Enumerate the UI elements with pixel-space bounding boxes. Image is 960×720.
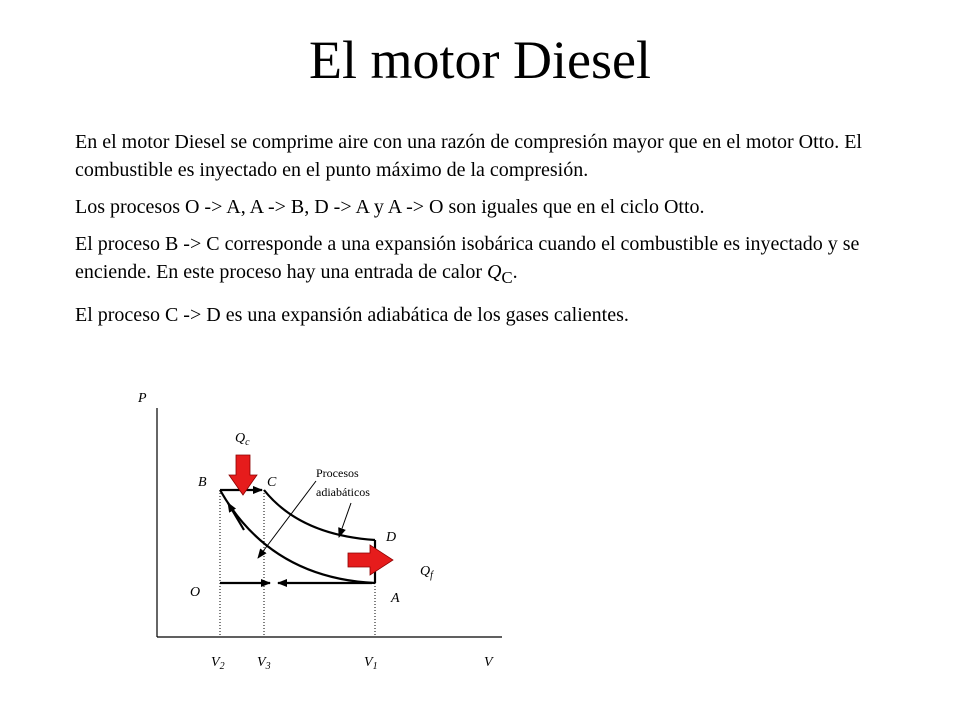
tick-label-v3: $V_3$	[257, 655, 271, 672]
page-title: El motor Diesel	[309, 30, 651, 90]
paragraph-2: Los procesos O -> A, A -> B, D -> A y A -> O son iguales que en el ciclo Otto.	[75, 196, 705, 218]
heat-out-label: $Q_f$	[420, 564, 433, 581]
point-label-o: O	[190, 585, 201, 600]
v-axis-label: V	[484, 655, 493, 670]
heat-out-arrow	[348, 545, 393, 575]
annotation-pointer-c-d	[339, 503, 351, 537]
paragraph-3-end: .	[512, 261, 518, 283]
p-axis-label: P	[138, 391, 147, 406]
point-label-c: C	[267, 475, 277, 490]
paragraph-3-text: El proceso B -> C corresponde a una expansión isobárica cuando el combustible es inyectado y se enciende. En este proceso hay una entrada de calor	[75, 233, 860, 283]
point-label-a: A	[391, 591, 400, 606]
heat-symbol: Q	[487, 261, 502, 283]
arrow-on-a-b	[228, 503, 244, 530]
paragraph-4: El proceso C -> D es una expansión adiabática de los gases calientes.	[75, 304, 629, 326]
heat-in-label: $Q_c$	[235, 431, 250, 448]
point-label-d: D	[386, 530, 397, 545]
annotation-line-1: Procesos	[316, 466, 359, 480]
tick-label-v2: $V_2$	[211, 655, 225, 672]
point-label-b: B	[198, 475, 207, 490]
tick-label-v1: $V_1$	[364, 655, 378, 672]
paragraph-1: En el motor Diesel se comprime aire con una razón de compresión mayor que en el motor Otto. El combustible es inyectado en el punto máximo de la compresión.	[75, 131, 862, 181]
heat-subscript: C	[501, 268, 513, 287]
annotation-line-2: adiabáticos	[316, 485, 370, 499]
